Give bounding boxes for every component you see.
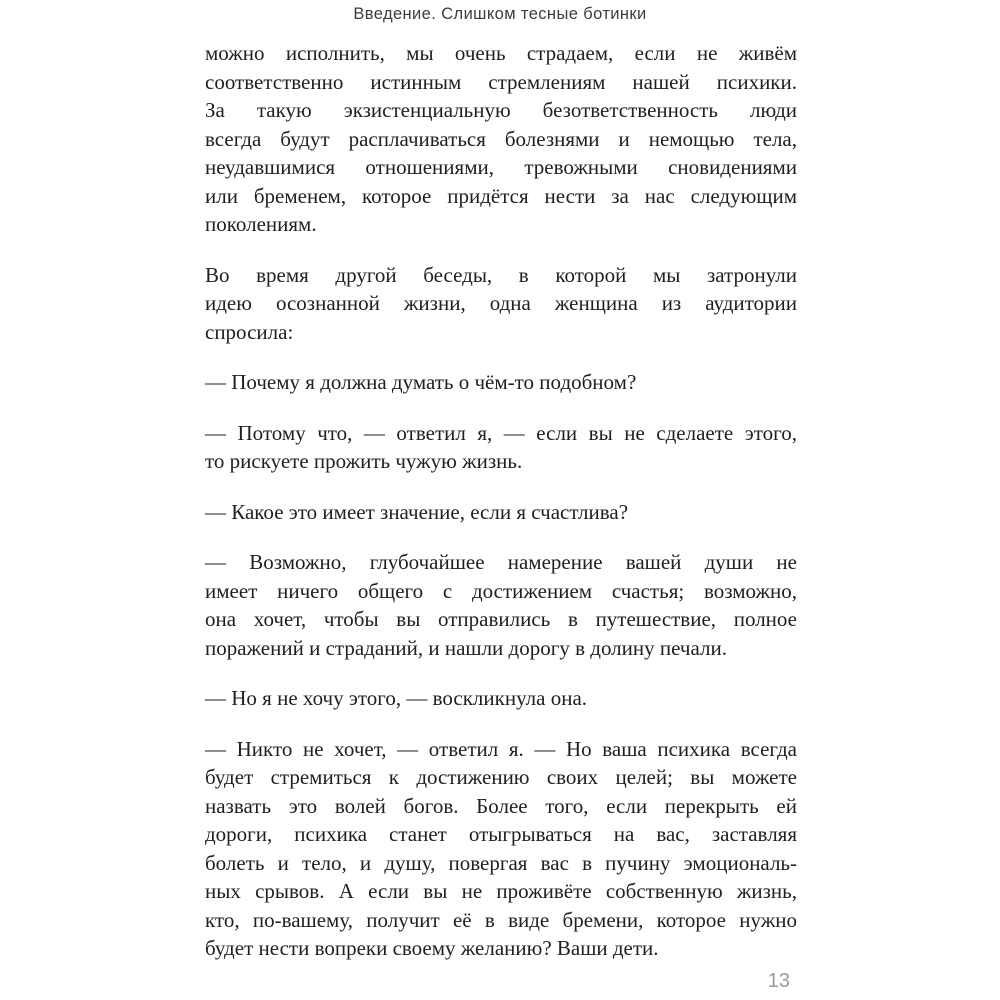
text-line: поколениям. bbox=[205, 212, 317, 236]
text-line: соответственно истинным стремлениям нашей психики. bbox=[205, 69, 797, 94]
text-line: поражений и страданий, и нашли дорогу в долину печали. bbox=[205, 635, 727, 660]
page-number: 13 bbox=[767, 970, 790, 992]
paragraph bbox=[205, 419, 797, 476]
text-line: За такую экзистенциальную безответственность люди bbox=[205, 98, 797, 122]
text-line: назвать это волей богов. Более того, если перекрыть ей bbox=[205, 793, 797, 818]
text-line: — Какое это имеет значение, если я счастлива? bbox=[205, 499, 629, 524]
text-line: всегда будут расплачиваться болезнями и немощью тела, bbox=[205, 126, 797, 151]
text-line: идею осознанной жизни, одна женщина из аудитории bbox=[205, 291, 797, 315]
running-header: Введение. Слишком тесные ботинки bbox=[353, 5, 647, 23]
text-line: болеть и тело, и душу, повергая вас в пучину эмоциональ- bbox=[205, 850, 797, 875]
paragraph bbox=[205, 39, 797, 239]
paragraph bbox=[205, 498, 797, 527]
text-line: имеет ничего общего с достижением счастья; возможно, bbox=[205, 578, 797, 603]
text-line: она хочет, чтобы вы отправились в путешествие, полное bbox=[205, 607, 797, 631]
text-line: то рискуете прожить чужую жизнь. bbox=[205, 449, 523, 473]
text-line: ных срывов. А если вы не проживёте собственную жизнь, bbox=[205, 879, 797, 903]
text-line: будет стремиться к достижению своих целей; вы можете bbox=[205, 765, 797, 789]
paragraph bbox=[205, 548, 797, 662]
text-line: можно исполнить, мы очень страдаем, если не живём bbox=[205, 41, 797, 65]
text-line: или бременем, которое придётся нести за нас следующим bbox=[205, 183, 797, 208]
page-text bbox=[205, 39, 797, 963]
text-line: спросила: bbox=[205, 319, 294, 344]
text-line: — Но я не хочу этого, — воскликнула она. bbox=[205, 686, 588, 710]
paragraph bbox=[205, 261, 797, 347]
text-line: — Возможно, глубочайшее намерение вашей души не bbox=[205, 550, 797, 574]
text-line: неудавшимися отношениями, тревожными сновидениями bbox=[205, 155, 797, 179]
text-line: будет нести вопреки своему желанию? Ваши дети. bbox=[205, 936, 659, 960]
paragraph bbox=[205, 368, 797, 397]
text-line: — Потому что, — ответил я, — если вы не сделаете этого, bbox=[205, 420, 797, 445]
text-line: — Почему я должна думать о чём-то подобном? bbox=[205, 370, 637, 394]
text-line: — Никто не хочет, — ответил я. — Но ваша психика всегда bbox=[205, 736, 797, 761]
paragraph bbox=[205, 735, 797, 963]
text-line: дороги, психика станет отыгрываться на вас, заставляя bbox=[205, 822, 797, 846]
paragraph bbox=[205, 684, 797, 713]
text-line: кто, по-вашему, получит её в виде бремени, которое нужно bbox=[205, 907, 797, 932]
text-line: Во время другой беседы, в которой мы затронули bbox=[205, 262, 797, 287]
